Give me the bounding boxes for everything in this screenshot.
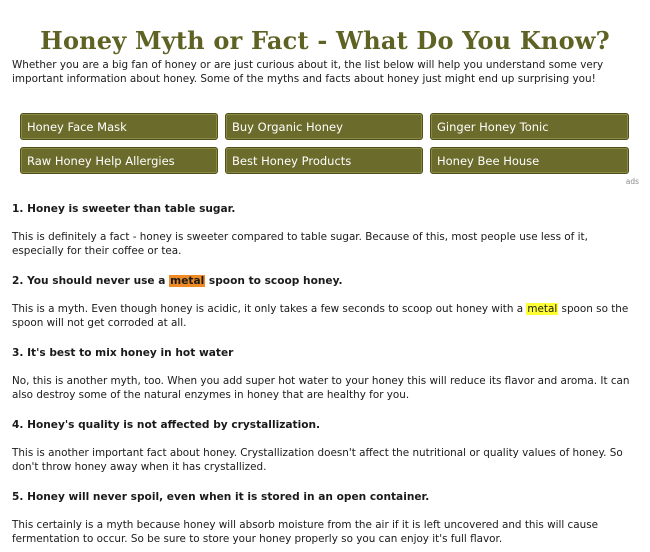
answer-2-text-start: This is a myth. Even though honey is acidic, it only takes a few seconds to scoop out honey with a [12,303,527,315]
highlight-metal: metal [170,275,205,287]
ad-link-buy-organic-honey[interactable]: Buy Organic Honey [225,113,423,140]
question-3: 3. It's best to mix honey in hot water [12,347,234,359]
ad-link-honey-bee-house[interactable]: Honey Bee House [430,147,629,174]
question-1: 1. Honey is sweeter than table sugar. [12,203,236,215]
ads-label: ads [625,177,639,186]
intro-paragraph: Whether you are a big fan of honey or are just curious about it, the list below will help you understand some very important information about honey. Some of the myths and facts about honey just might end up surprising you! [12,59,604,85]
ad-link-raw-honey-allergies[interactable]: Raw Honey Help Allergies [20,147,218,174]
answer-4: This is another important fact about honey. Crystallization doesn't affect the nutritional or quality values of honey. So don't throw honey away when it has crystallized. [12,447,623,473]
question-5: 5. Honey will never spoil, even when it is stored in an open container. [12,491,430,503]
ad-link-best-honey-products[interactable]: Best Honey Products [225,147,423,174]
answer-2-text-end: spoon so the spoon will not get corroded at all. [12,303,629,329]
ad-link-ginger-honey-tonic[interactable]: Ginger Honey Tonic [430,113,629,140]
answer-5: This certainly is a myth because honey will absorb moisture from the air if it is left uncovered and this will cause fermentation to occur. So be sure to store your honey properly so you can enjoy it's full flavor. [12,519,599,545]
answer-1: This is definitely a fact - honey is sweeter compared to table sugar. Because of this, most people use less of it, especially for their coffee or tea. [12,231,588,257]
highlight-metal: metal [527,303,558,315]
ad-link-honey-face-mask[interactable]: Honey Face Mask [20,113,218,140]
answer-2 [12,302,640,330]
myth-fact-list [12,200,640,546]
page-title: Honey Myth or Fact - What Do You Know? [40,26,610,56]
ad-links-block [20,113,632,178]
question-2-text-start: 2. You should never use a [12,275,170,287]
answer-3: No, this is another myth, too. When you add super hot water to your honey this will reduce its flavor and aroma. It can also destroy some of the natural enzymes in honey that are healthy for you. [12,375,630,401]
question-4: 4. Honey's quality is not affected by crystallization. [12,419,321,431]
question-2 [12,274,640,288]
question-2-text-end: spoon to scoop honey. [205,275,343,287]
